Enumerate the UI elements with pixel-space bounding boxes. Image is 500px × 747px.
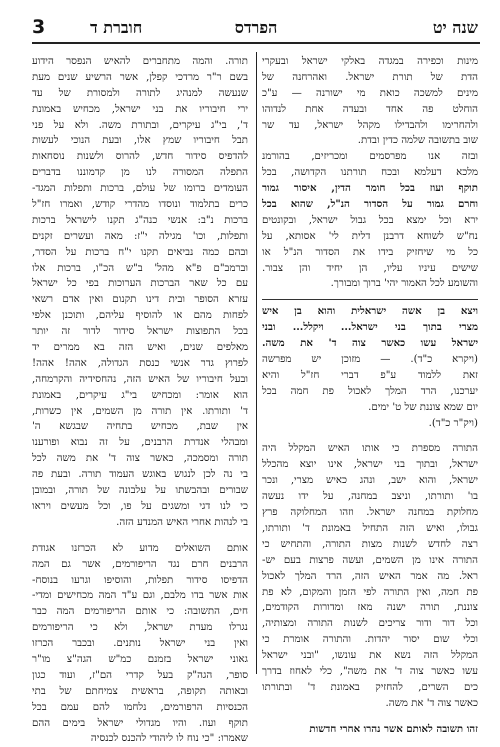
text-line: ובהם כמה נביאים תקנו י"ח ברכות על הסדר,: [32, 246, 248, 258]
text-line: תורה. והמה מתחברים להאיש הנפסר הידוע: [32, 56, 248, 67]
spacer: [32, 531, 248, 541]
text-line: ויצא בן אשה ישראלית והוא בן איש: [262, 305, 478, 318]
section-rule: [262, 292, 478, 300]
text-line: תורה ומסמכה, כאשר צוה ד' את משה לכל: [32, 453, 248, 465]
reform-paragraph: [32, 541, 248, 747]
year-label: שנה יט: [432, 18, 478, 37]
text-line: כל מי שיחזיק בידו את הסדור הנ"ל או: [262, 246, 478, 258]
text-line: להדפיס סידור חדש, להרוס ולשנות נוסחאות: [32, 151, 248, 163]
text-line: עם כל שאר הברכות הערוכות בפי כל ישראל: [32, 278, 248, 290]
text-line: אות אשר בדו מלבם, וגם ע"ד המה מכחישים ומדי-: [32, 590, 248, 602]
text-line: מינים למשכה כואת מי ישורנה — ע"כ: [262, 87, 478, 99]
text-line: ראל. מה אמר האיש הזה, הרד המלך לאכול: [262, 570, 478, 582]
text-line: שישים עיניו עליו, הן יחיד והן צבור.: [262, 262, 478, 274]
text-line: לפחות מהם או להוסיף עליהם, ותוכנן אלפי: [32, 310, 248, 322]
text-line: תבל חיבוריו שמץ אלו, ובעת הנוכי לעשות: [32, 135, 248, 147]
text-line: שנעשה למנהיג לתורה ולמסורת של עד: [32, 87, 248, 99]
issue-label: חוברת ד: [90, 18, 143, 37]
text-line: ישראל, ובתוך בני ישראל, אינו יוצא מהכלל: [262, 459, 478, 471]
text-line: ישראל עשו כאשר צוה ד' את משה.: [262, 337, 478, 350]
journal-title: הפרדס: [234, 18, 278, 37]
column-divider: [256, 52, 257, 674]
text-line: זאת ללמוד ע"פ דברי חז"ל והיא: [262, 369, 478, 381]
text-line: תוקף ועוז בכל חומר הדין, איסור גמור: [262, 182, 478, 195]
text-line: גבולו, ואיש הזה התחיל באמונת ד' ותורתו,: [262, 522, 478, 534]
text-line: ואין בני ישראל נותנים. ובכבר הכרזו: [32, 638, 248, 650]
spacer: [262, 712, 478, 722]
page-number: 3: [32, 16, 46, 38]
text-line: הכנסיות הרפורמים, נלחמו להם עמם בכל: [32, 701, 248, 713]
text-line: אותם השואלים מדוע לא הכרזנו אגודת: [32, 542, 248, 554]
left-column: [32, 54, 248, 747]
text-line: ד' ותורתו. אין תורה מן השמים, אין כשרות,: [32, 405, 248, 417]
kaplan-paragraph: [32, 54, 248, 531]
text-line: בי לנהות אחרי האיש המנדע הזה.: [116, 516, 248, 528]
text-line: יערכנו, הרד המלך לאכול פת חמה בכל: [262, 385, 478, 397]
text-line: יום שמא צוננת של ט' ימים.: [368, 401, 478, 413]
text-line: שאמרו: "כי נוח לו ליהודי להכנס לכנסיה: [90, 733, 248, 745]
text-line: וכלי שום יסור יהדות. והתורה אומרת כי: [262, 634, 478, 646]
header-rule: [32, 42, 480, 44]
text-line: וחרם גמור על הסדור הנ"ל, שהוא בכל: [262, 198, 478, 211]
text-line: ירא וכל ימצא בכל גבול ישראל, ובקונטים: [262, 214, 478, 226]
text-line: וכל דור ודור צריכים לשנות התורה ומצותיה,: [262, 618, 478, 630]
text-line: כאשר צוה ד' את משה.: [385, 697, 478, 709]
text-line: בשם ר"ר מרדכי קפלן, אשר הרשיע שנים מעת: [32, 71, 248, 83]
text-line: ברכות נ"ב: אנשי כנה"ג תקנו לישראל ברכות: [32, 214, 248, 226]
text-line: בכל התפוצות ישראל סידור לדור זה יותר: [32, 326, 248, 338]
text-line: כי לנו דגי ומשגים על פו, וכל מעשים ויראו: [32, 500, 248, 512]
text-line: עזרא הסופר ובית דינו תקנום ואין אדם רשאי: [32, 294, 248, 306]
text-line: פת חמה, ואין התורה לפי הזמן והמקום, לא פת: [262, 586, 478, 598]
text-line: הדת של תורת ישראל. ואהרחנה של: [262, 71, 478, 83]
text-line: ולהחרימו ולהבדילו מקהל ישראל, עד שר: [262, 119, 478, 131]
text-line: התורה מספרת כי אותו האיש המקלל היה: [262, 443, 478, 455]
text-line: כים השרים, להחזיק באמונת ד' ובתורתו: [262, 681, 478, 693]
text-line: צוננת, תורה ישנה מאז ומדורות הקודמים,: [262, 602, 478, 614]
text-line: ומבהלי אנדרת הרבנים, על זה נבוא ופורענו: [32, 437, 248, 449]
page-header: [32, 14, 480, 44]
text-line: ובזה אנו מפרסמים ומכריזים, בהורמנ: [262, 151, 478, 163]
text-line: הדפיסו סידור תפלות, והוסיפו וגרעו בנוסח-: [32, 574, 248, 586]
ban-paragraph: [262, 54, 478, 292]
text-line: נח"ש לשוחא דרבנן דלית לי' אסותא, על: [262, 230, 478, 242]
text-line: המקלל הזה נשא את עונשו, "ובני ישראל: [262, 650, 478, 662]
text-line: לפרוץ גדר אנשי כנסת הגדולה, אהה! אהה!: [32, 357, 248, 369]
text-line: ותפלות, וכו' מגילה י"ז: מאה ועשרים זקנים: [32, 230, 248, 242]
text-line: בי נה לכן לנגוש באוגש העמוד תורה. ובעת פה: [32, 469, 248, 481]
text-line: הוחלט פה אחד ובעדה אחת לנדוהו: [262, 103, 478, 115]
text-line: גאוני ישראל בזמנם כמ"ש הגה"צ מו"ר: [32, 653, 248, 665]
text-line: מינות וכפירה במגדה באלקי ישראל ובעקרי: [262, 56, 478, 67]
text-line: ד', בי"ג עיקרים, ובתורת משה. ולא על פני: [32, 119, 248, 131]
text-line: העומדים ברומו של עולם, ברכות ותפלות המגד-: [32, 183, 248, 195]
text-line: (ויק"ר כ"ד).: [428, 417, 478, 429]
text-line: וברמב"ם פ"א מהל' ב"ש הכ"ו, ברכות אלו: [32, 262, 248, 274]
text-line: מאלפים שנים, ואיש הזה בא ממרים יד: [32, 342, 248, 354]
text-line: הרבנים חרם נגד הריפורמים, אשר גם המה: [32, 558, 248, 570]
text-line: ישראל, והוא ישב, ונהג כאיש מצרי, ונכר: [262, 475, 478, 487]
text-line: ובאותה תקופה, בראשית צמיחתם של בתי: [32, 685, 248, 697]
text-line: סופר, הגה"ק בעל קדרי הם"ז, ועוד כגון: [32, 669, 248, 681]
text-line: בו' ותורתו, וניצב במחנה, על ידו נעשה: [262, 491, 478, 503]
spacer: [262, 431, 478, 441]
text-line: שבורים ובהבשתו על עלבונה של תורה, ובמובן: [32, 485, 248, 497]
right-column: [262, 54, 478, 738]
text-line: והשומע לכל האמור יהי' ברוך ומבורך.: [330, 278, 478, 290]
text-line: רצה לחדש לשנות מצות התורה, והתחיש כי: [262, 538, 478, 550]
text-line: הוא אומר: ומכחיש בי"ג עיקרים, באמונת: [32, 389, 248, 401]
text-line: (ויקרא כ"ד). — מזוכן יש מפרשה: [262, 354, 478, 366]
text-line: התפלה המסורה לנו מן קדמוננו בדברים: [32, 167, 248, 179]
text-line: מלכא דעלמא ובכח תורתנו הקדושה, בכל: [262, 167, 478, 179]
text-line: תוקף ועוז. והיו מגדולי ישראל בימים ההם: [32, 717, 248, 729]
text-line: כרים בתלמוד ונוסדו מהדרי קודש, ואמרו חז"ל: [32, 199, 248, 211]
text-line: התורה אינו מן השמים, ועשה פרצות בעם יש-: [262, 554, 478, 566]
text-line: מצרי בתוך בני ישראל... ויקלל... ובני: [262, 321, 478, 334]
text-line: ירי חיבוריו את בני ישראל, מכחיש באמונת: [32, 103, 248, 115]
text-line: עשו כאשר צוה ד' את משה", כלי לאחוז בדרך: [262, 665, 478, 677]
verse-quote: [262, 304, 478, 431]
text-line: נגרלו מעדת ישראל, ולא כי הריפורמים: [32, 622, 248, 634]
text-line: חים, התשובה: כי אותם הריפורמים המה כבר: [32, 606, 248, 618]
text-line: שוב בתשובה שלמה כדין ובדת.: [357, 135, 478, 147]
closing-line: זהו תשובה לאותם אשר נהרו אחרי חדשות: [309, 722, 478, 735]
text-line: מחלוקת במחנה ישראל. וזהו המחלוקה פרץ: [262, 507, 478, 519]
text-line: ובעל חיבוריו של האיש הזה, נהחסידיה והקרמחה,: [32, 373, 248, 385]
text-line: אין שבת, מכחיש בתחיה שבגשא ה': [32, 421, 248, 433]
torah-paragraph: [262, 441, 478, 711]
